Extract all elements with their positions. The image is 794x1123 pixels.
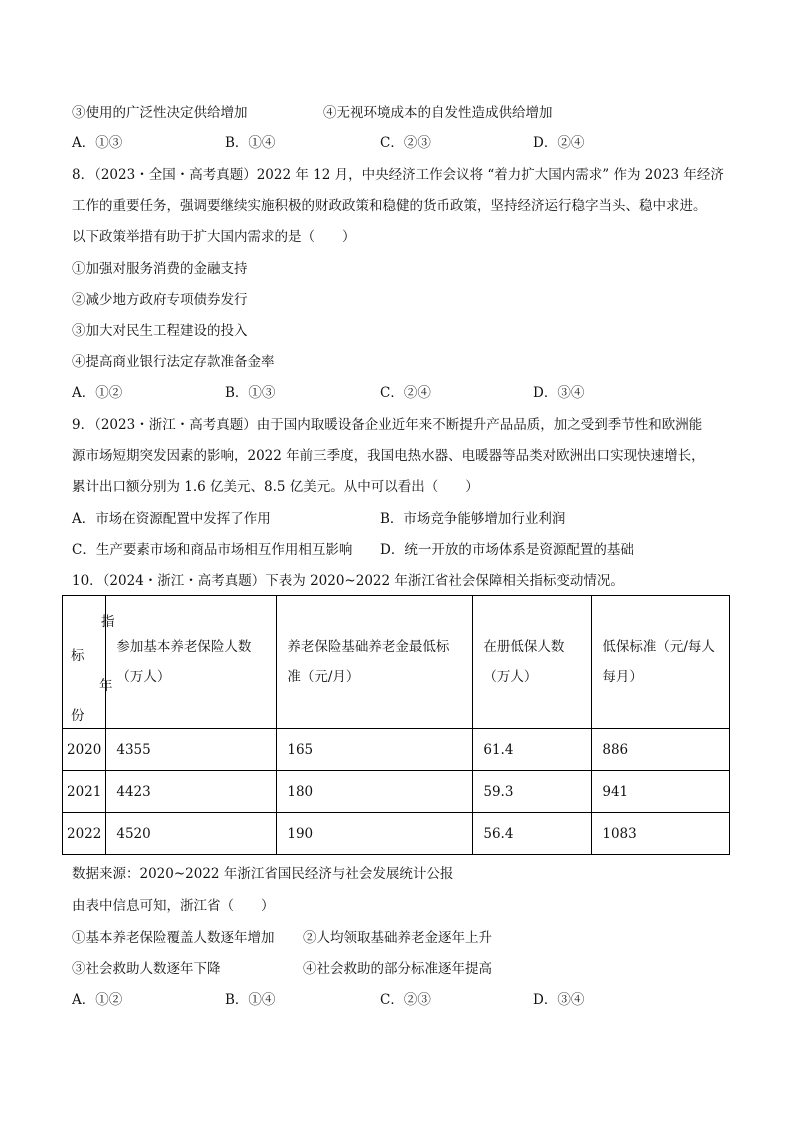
q10-stem: 10．（2024・浙江・高考真题）下表为 2020~2022 年浙江省社会保障相关指标变动情况。 bbox=[72, 573, 624, 589]
q8-option-b: B．①③ bbox=[225, 385, 276, 401]
corner-header-cell bbox=[63, 596, 115, 729]
table-cell: 165 bbox=[277, 729, 473, 771]
q8-item-1: ①加强对服务消费的金融支持 bbox=[72, 261, 248, 277]
header-low-income-count: 在册低保人数（万人） bbox=[473, 596, 592, 729]
table-cell: 190 bbox=[277, 813, 473, 855]
q10-option-a: A．①② bbox=[72, 992, 123, 1008]
corner-char-fen: 份 bbox=[71, 708, 85, 724]
header-min-pension: 养老保险基础养老金最低标准（元/月） bbox=[277, 596, 473, 729]
q8-stem-line-1: 8．（2023・全国・高考真题）2022 年 12 月，中央经济工作会议将 “着力扩大国内需求” 作为 2023 年经济 bbox=[72, 167, 724, 183]
table-cell: 56.4 bbox=[473, 813, 592, 855]
q8-option-a: A．①② bbox=[72, 385, 123, 401]
corner-char-zhi: 指 bbox=[101, 614, 115, 630]
table-header-row bbox=[63, 596, 730, 729]
q7-option-d: D．②④ bbox=[533, 135, 585, 151]
q9-stem-line-2: 源市场短期突发因素的影响，2022 年前三季度，我国电热水器、电暖器等品类对欧洲出口实现快速增长， bbox=[72, 448, 705, 464]
q8-stem-line-2: 工作的重要任务，强调要继续实施积极的财政政策和稳健的货币政策，坚持经济运行稳字当头、稳中求进。 bbox=[72, 198, 707, 214]
q7-option-a: A．①③ bbox=[72, 135, 123, 151]
social-security-table bbox=[62, 595, 730, 855]
q7-option-c: C．②③ bbox=[380, 135, 431, 151]
q9-option-b: B．市场竞争能够增加行业利润 bbox=[380, 511, 566, 527]
table-cell: 180 bbox=[277, 771, 473, 813]
q7-option-b: B．①④ bbox=[225, 135, 276, 151]
table-cell: 886 bbox=[592, 729, 730, 771]
q8-option-d: D．③④ bbox=[533, 385, 585, 401]
q10-item-2: ②人均领取基础养老金逐年上升 bbox=[303, 930, 492, 946]
table-cell: 4423 bbox=[106, 771, 277, 813]
table-cell: 59.3 bbox=[473, 771, 592, 813]
q10-item-1: ①基本养老保险覆盖人数逐年增加 bbox=[72, 930, 275, 946]
q9-stem-line-1: 9．（2023・浙江・高考真题）由于国内取暖设备企业近年来不断提升产品品质，加之受到季节性和欧洲能 bbox=[72, 417, 703, 433]
q8-stem-line-3: 以下政策举措有助于扩大国内需求的是（ ） bbox=[72, 229, 356, 245]
q9-option-a: A．市场在资源配置中发挥了作用 bbox=[72, 511, 271, 527]
table-cell: 941 bbox=[592, 771, 730, 813]
year-cell: 2020 bbox=[63, 729, 106, 771]
table-row bbox=[63, 771, 730, 813]
q10-option-c: C．②③ bbox=[380, 992, 431, 1008]
q7-item-4: ④无视环境成本的自发性造成供给增加 bbox=[323, 105, 553, 121]
q7-item-3: ③使用的广泛性决定供给增加 bbox=[72, 105, 248, 121]
q8-item-2: ②减少地方政府专项债券发行 bbox=[72, 292, 248, 308]
corner-char-nian: 年 bbox=[99, 678, 113, 694]
q8-option-c: C．②④ bbox=[380, 385, 431, 401]
year-cell: 2021 bbox=[63, 771, 106, 813]
table-cell: 1083 bbox=[592, 813, 730, 855]
table-cell: 4520 bbox=[106, 813, 277, 855]
q10-item-3: ③社会救助人数逐年下降 bbox=[72, 961, 221, 977]
corner-char-biao: 标 bbox=[71, 648, 85, 664]
q9-option-c: C．生产要素市场和商品市场相互作用相互影响 bbox=[72, 542, 353, 558]
table-cell: 61.4 bbox=[473, 729, 592, 771]
header-low-income-standard: 低保标准（元/每人每月） bbox=[592, 596, 730, 729]
q9-stem-line-3: 累计出口额分别为 1.6 亿美元、8.5 亿美元。从中可以看出（ ） bbox=[72, 479, 479, 495]
q10-option-d: D．③④ bbox=[533, 992, 585, 1008]
header-pension-participants: 参加基本养老保险人数（万人） bbox=[106, 596, 277, 729]
q8-item-4: ④提高商业银行法定存款准备金率 bbox=[72, 354, 275, 370]
q10-item-4: ④社会救助的部分标准逐年提高 bbox=[303, 961, 492, 977]
table-row bbox=[63, 813, 730, 855]
table-cell: 4355 bbox=[106, 729, 277, 771]
q9-option-d: D．统一开放的市场体系是资源配置的基础 bbox=[380, 542, 634, 558]
q10-option-b: B．①④ bbox=[225, 992, 276, 1008]
q10-question: 由表中信息可知，浙江省（ ） bbox=[72, 898, 275, 914]
table-source-note: 数据来源：2020~2022 年浙江省国民经济与社会发展统计公报 bbox=[72, 866, 454, 882]
q8-item-3: ③加大对民生工程建设的投入 bbox=[72, 323, 248, 339]
table-row bbox=[63, 729, 730, 771]
year-cell: 2022 bbox=[63, 813, 106, 855]
